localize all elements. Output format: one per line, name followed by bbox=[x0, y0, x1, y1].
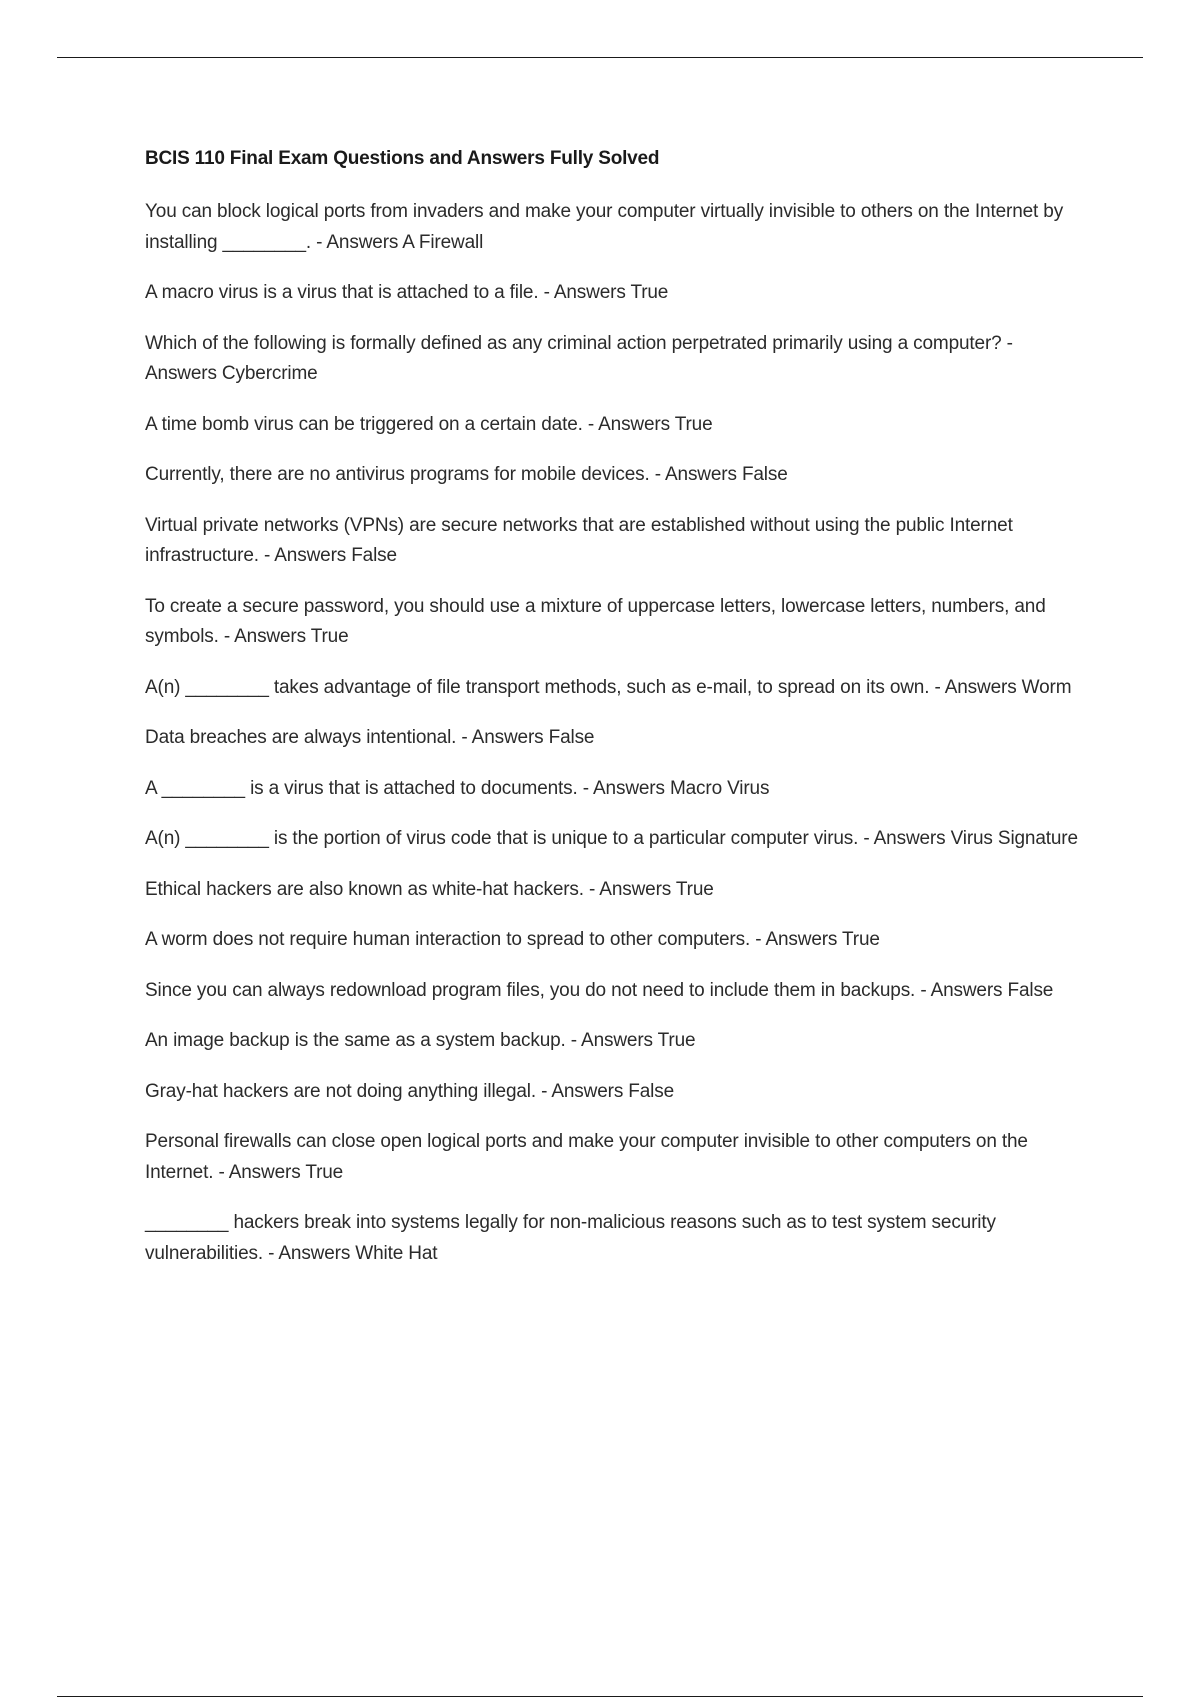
qa-item: Which of the following is formally defined as any criminal action perpetrated primarily using a computer? - Answers Cybercrime bbox=[145, 332, 1013, 384]
qa-item: Personal firewalls can close open logical ports and make your computer invisible to other computers on the Internet. - Answers True bbox=[145, 1131, 1028, 1183]
qa-item: A worm does not require human interaction to spread to other computers. - Answers True bbox=[145, 929, 880, 950]
qa-item: A macro virus is a virus that is attached to a file. - Answers True bbox=[145, 282, 669, 303]
header-rule bbox=[57, 57, 1143, 58]
qa-item: A ________ is a virus that is attached to documents. - Answers Macro Virus bbox=[145, 777, 770, 799]
qa-item: Currently, there are no antivirus programs for mobile devices. - Answers False bbox=[145, 464, 788, 485]
qa-item: Gray-hat hackers are not doing anything illegal. - Answers False bbox=[145, 1080, 675, 1102]
qa-list bbox=[145, 197, 1085, 1269]
qa-item: To create a secure password, you should use a mixture of uppercase letters, lowercase letters, numbers, and symbols. - Answers True bbox=[145, 595, 1046, 647]
qa-item: You can block logical ports from invaders and make your computer virtually invisible to others on the Internet by installing ________. - Answers A Firewall bbox=[145, 201, 1064, 253]
qa-item: Virtual private networks (VPNs) are secure networks that are established without using the public Internet infrastructure. - Answers False bbox=[145, 514, 1013, 566]
qa-item: Data breaches are always intentional. - Answers False bbox=[145, 727, 595, 748]
document-title: BCIS 110 Final Exam Questions and Answers Fully Solved bbox=[145, 148, 660, 169]
document-body bbox=[145, 146, 1085, 1289]
qa-item: A(n) ________ is the portion of virus code that is unique to a particular computer virus. - Answers Virus Signature bbox=[145, 828, 1078, 849]
qa-item: Ethical hackers are also known as white-hat hackers. - Answers True bbox=[145, 878, 714, 900]
qa-item: ________ hackers break into systems legally for non-malicious reasons such as to test system security vulnerabilities. - Answers White Hat bbox=[145, 1212, 996, 1264]
qa-item: A(n) ________ takes advantage of file transport methods, such as e-mail, to spread on its own. - Answers Worm bbox=[145, 676, 1072, 698]
qa-item: Since you can always redownload program files, you do not need to include them in backups. - Answers False bbox=[145, 979, 1054, 1001]
footer-rule bbox=[57, 1696, 1143, 1697]
qa-item: A time bomb virus can be triggered on a certain date. - Answers True bbox=[145, 413, 713, 435]
qa-item: An image backup is the same as a system backup. - Answers True bbox=[145, 1030, 696, 1051]
